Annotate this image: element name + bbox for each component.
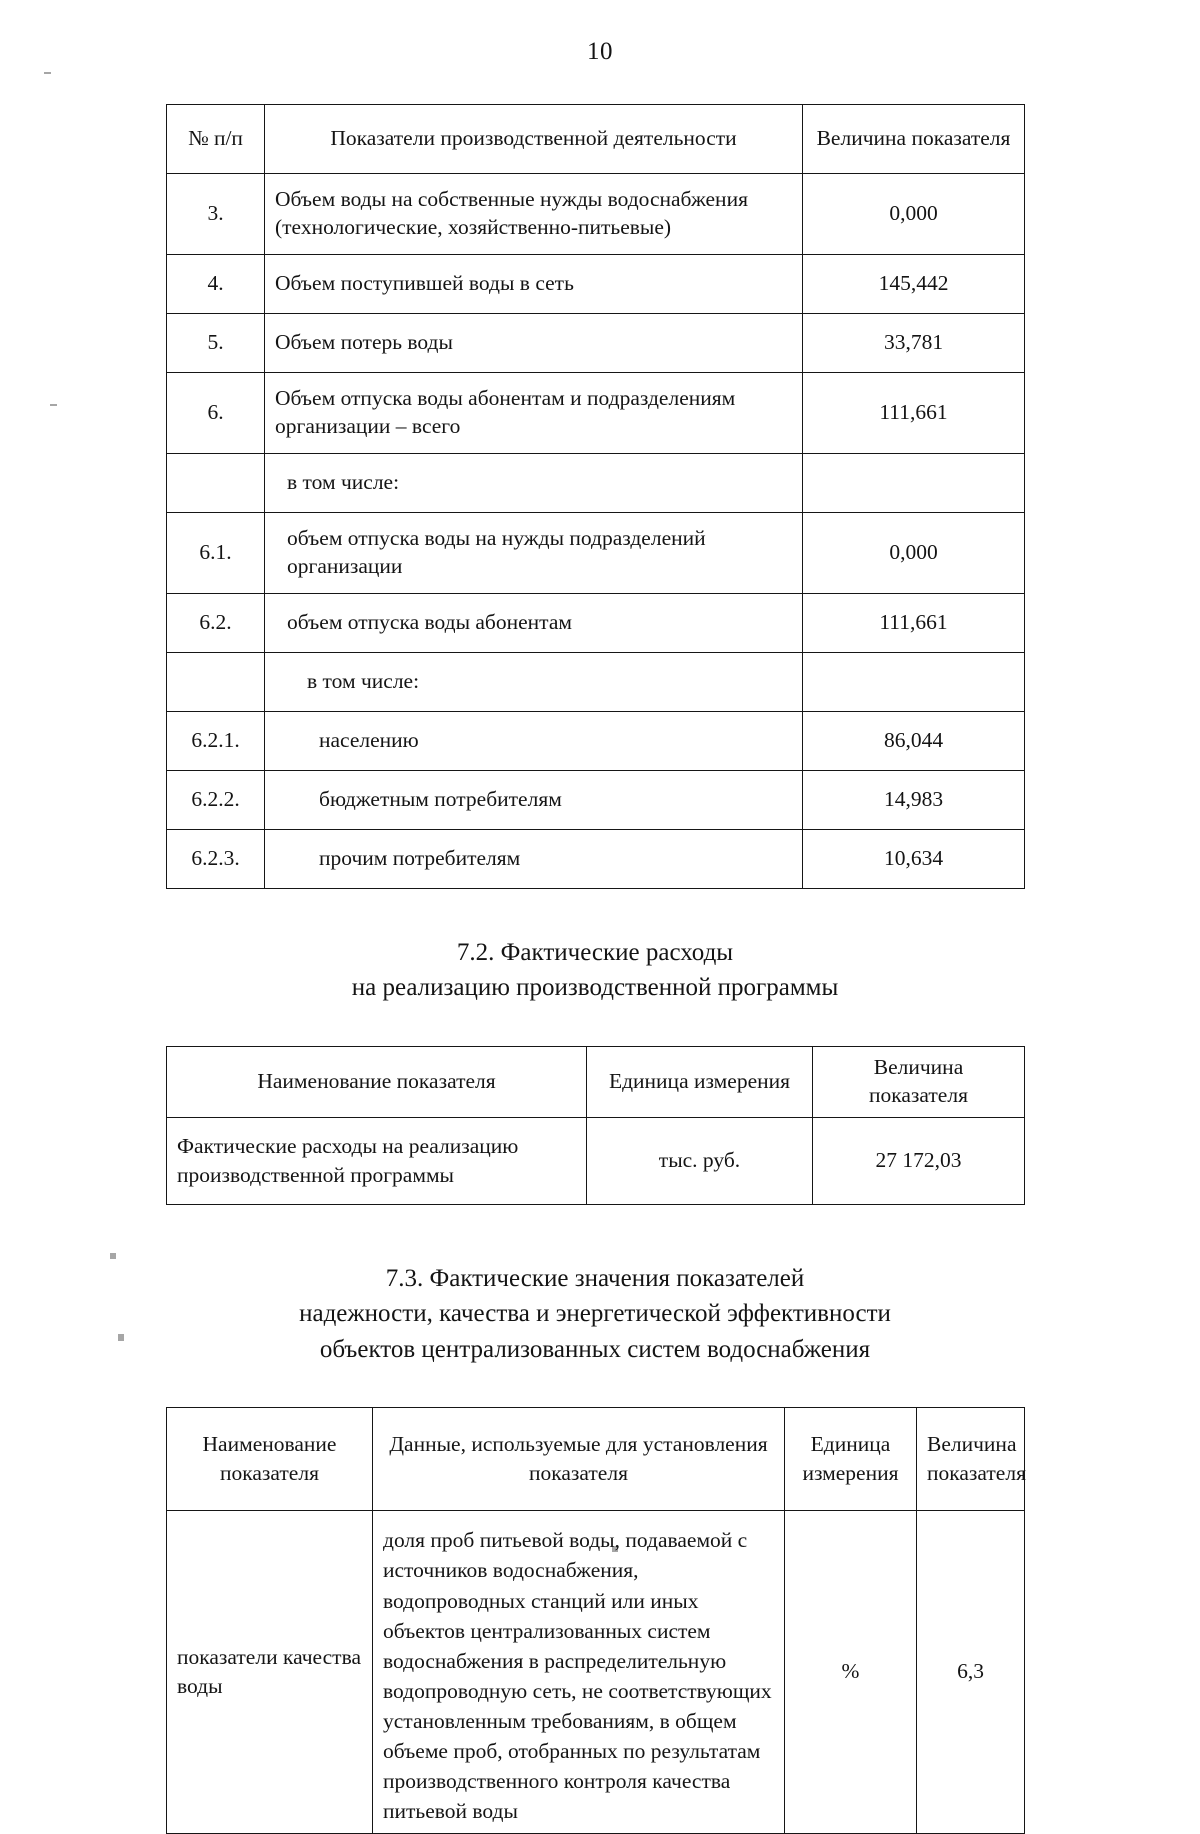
scan-artifact (110, 1253, 116, 1259)
row-unit: % (785, 1511, 917, 1834)
section-heading-7-2 (166, 935, 1024, 1006)
row-name: Фактические расходы на реализацию производственной программы (167, 1117, 587, 1204)
row-value: 6,3 (917, 1511, 1025, 1834)
row-indicator: в том числе: (265, 652, 803, 711)
table-row (167, 593, 1025, 652)
row-value: 10,634 (803, 829, 1025, 888)
scan-artifact (44, 72, 51, 74)
row-value: 111,661 (803, 372, 1025, 453)
row-number: 6. (167, 372, 265, 453)
section-heading-7-3-line1: 7.3. Фактические значения показателей (385, 1264, 805, 1292)
row-indicator: Объем поступившей воды в сеть (265, 254, 803, 313)
column-header-value: Величина показателя (813, 1046, 1025, 1117)
document-content (166, 104, 1024, 1834)
table-row (167, 829, 1025, 888)
row-value: 111,661 (803, 593, 1025, 652)
table-header-row (167, 1408, 1025, 1511)
column-header-number: № п/п (167, 105, 265, 174)
column-header-unit: Единица измерения (785, 1408, 917, 1511)
production-indicators-table (166, 104, 1025, 889)
row-number: 6.2. (167, 593, 265, 652)
row-value (803, 453, 1025, 512)
row-number: 5. (167, 313, 265, 372)
row-indicator: в том числе: (265, 453, 803, 512)
table-row (167, 770, 1025, 829)
reliability-quality-indicators-table (166, 1407, 1025, 1834)
row-value: 33,781 (803, 313, 1025, 372)
row-unit: тыс. руб. (587, 1117, 813, 1204)
row-indicator: Объем отпуска воды абонентам и подразделениям организации – всего (265, 372, 803, 453)
row-number: 6.2.1. (167, 711, 265, 770)
table-row (167, 512, 1025, 593)
row-value: 86,044 (803, 711, 1025, 770)
table-header-row (167, 1046, 1025, 1117)
column-header-name: Наименование показателя (167, 1408, 373, 1511)
column-header-unit: Единица измерения (587, 1046, 813, 1117)
table-row (167, 313, 1025, 372)
section-heading-7-3-line3: объектов централизованных систем водоснабжения (319, 1335, 871, 1363)
row-number: 4. (167, 254, 265, 313)
scan-artifact (118, 1334, 124, 1341)
page-number: 10 (587, 38, 613, 65)
row-number (167, 453, 265, 512)
actual-expenses-table (166, 1046, 1025, 1205)
row-number: 3. (167, 173, 265, 254)
row-value: 14,983 (803, 770, 1025, 829)
table-row (167, 254, 1025, 313)
row-data: доля проб питьевой воды, подаваемой с источников водоснабжения, водопроводных станций или иных объектов централизованных систем водоснабжения в распределительную водопроводную сеть, не соответствующих установленным требованиям, в общем объеме проб, отобранных по результатам производственного контроля качества питьевой воды (373, 1511, 785, 1834)
column-header-value: Величина показателя (917, 1408, 1025, 1511)
row-number: 6.2.2. (167, 770, 265, 829)
table-row-subtotal-label (167, 453, 1025, 512)
table-row (167, 1511, 1025, 1834)
row-indicator: прочим потребителям (265, 829, 803, 888)
row-indicator: Объем потерь воды (265, 313, 803, 372)
row-number (167, 652, 265, 711)
table-row-subtotal-label (167, 652, 1025, 711)
scan-artifact (50, 404, 57, 406)
row-number: 6.1. (167, 512, 265, 593)
column-header-data: Данные, используемые для установления показателя (373, 1408, 785, 1511)
table-header-row (167, 105, 1025, 174)
table-row (167, 173, 1025, 254)
table-row (167, 1117, 1025, 1204)
row-name: показатели качества воды (167, 1511, 373, 1834)
row-value: 0,000 (803, 173, 1025, 254)
column-header-indicator: Показатели производственной деятельности (265, 105, 803, 174)
section-heading-7-2-line2: на реализацию производственной программы (351, 974, 839, 1002)
section-heading-7-3-line2: надежности, качества и энергетической эффективности (299, 1300, 891, 1328)
row-value: 145,442 (803, 254, 1025, 313)
row-value: 27 172,03 (813, 1117, 1025, 1204)
row-value: 0,000 (803, 512, 1025, 593)
row-indicator: населению (265, 711, 803, 770)
row-value (803, 652, 1025, 711)
table-row (167, 711, 1025, 770)
row-indicator: объем отпуска воды на нужды подразделений организации (265, 512, 803, 593)
section-heading-7-3 (166, 1261, 1024, 1368)
row-indicator: объем отпуска воды абонентам (265, 593, 803, 652)
row-indicator: бюджетным потребителям (265, 770, 803, 829)
column-header-value: Величина показателя (803, 105, 1025, 174)
row-number: 6.2.3. (167, 829, 265, 888)
column-header-name: Наименование показателя (167, 1046, 587, 1117)
section-heading-7-2-line1: 7.2. Фактические расходы (456, 938, 734, 966)
row-indicator: Объем воды на собственные нужды водоснабжения (технологические, хозяйственно-питьевые) (265, 173, 803, 254)
table-row (167, 372, 1025, 453)
